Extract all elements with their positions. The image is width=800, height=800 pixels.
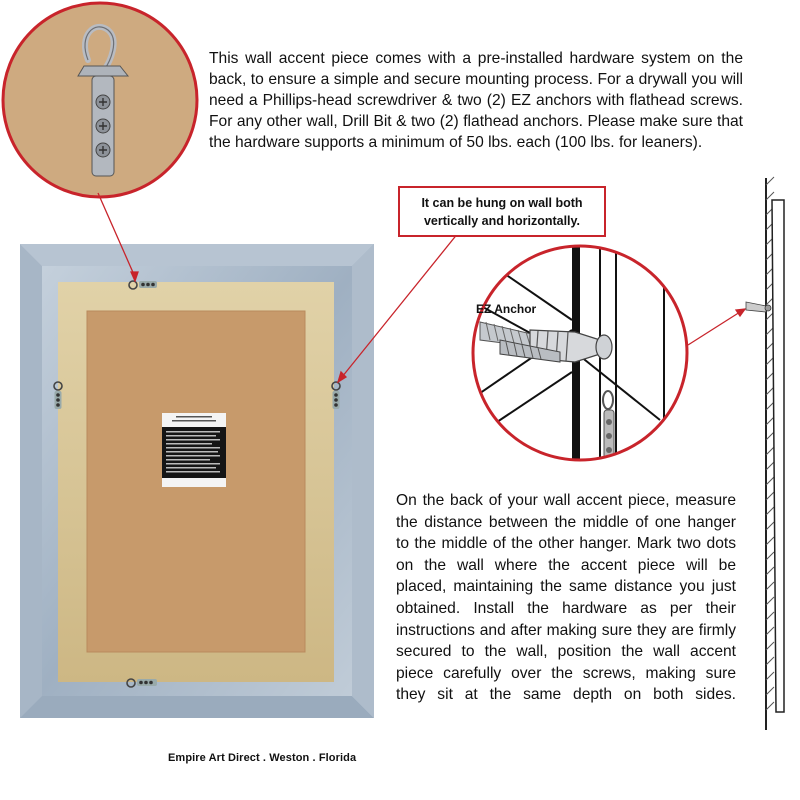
ez-anchor-label: EZ Anchor <box>476 302 537 316</box>
orientation-callout-text: It can be hung on wall both vertically and horizontally. <box>421 195 583 228</box>
installation-instructions-text: On the back of your wall accent piece, measure the distance between the middle of one hanger to the middle of the other hanger. Mark two dots on the wall where the accent piece will be placed, maintaining the same distance you just obtained. Install the hardware as per their instructions and after making sure they are firmly secured to the wall, position the wall accent piece carefully over the screws, making sure they sit at the same depth on both sides. <box>396 492 736 704</box>
wall-side-view <box>746 177 784 730</box>
label-sticker <box>162 413 226 487</box>
mounting-intro-text: This wall accent piece comes with a pre-installed hardware system on the back, to ensure a simple and secure mounting process. For a drywall you will need a Phillips-head screwdriver & two (2) EZ anchors with flathead screws. For any other wall, Drill Bit & two (2) flathead anchors. Please make sure that the hardware supports a minimum of 50 lbs. each (100 lbs. for leaners). <box>209 50 743 151</box>
company-footer: Empire Art Direct . Weston . Florida <box>168 752 357 764</box>
orientation-callout <box>398 186 606 237</box>
hook-zoom-circle <box>0 0 200 200</box>
anchor-zoom-circle <box>470 240 690 480</box>
